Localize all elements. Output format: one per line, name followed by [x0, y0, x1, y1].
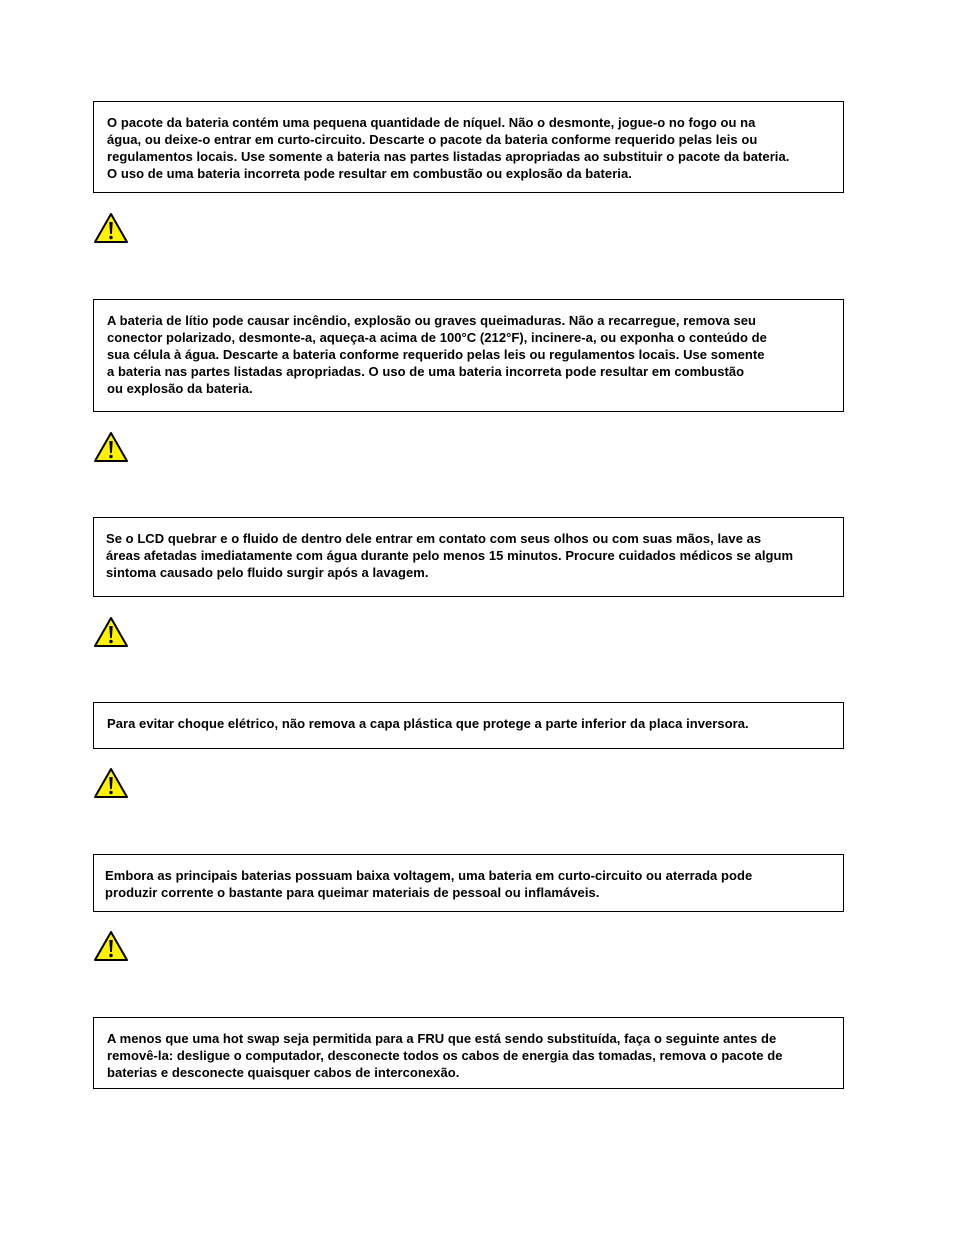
caution-triangle-icon: [93, 431, 129, 463]
notice-line: O pacote da bateria contém uma pequena quantidade de níquel. Não o desmonte, jogue-o no fogo ou na: [107, 115, 756, 130]
notice-line: Se o LCD quebrar e o fluido de dentro dele entrar em contato com seus olhos ou com suas mãos, lave as: [106, 531, 762, 546]
notice-lithium-battery: [93, 299, 844, 412]
notice-electric-shock: [93, 702, 844, 749]
notice-line: O uso de uma bateria incorreta pode resultar em combustão ou explosão da bateria.: [107, 166, 632, 181]
notice-line: removê-la: desligue o computador, desconecte todos os cabos de energia das tomadas, remova o pacote de: [107, 1048, 783, 1063]
notice-line: água, ou deixe-o entrar em curto-circuito. Descarte o pacote da bateria conforme requerido pelas leis ou: [107, 132, 758, 147]
notice-line: sua célula à água. Descarte a bateria conforme requerido pelas leis ou regulamentos locais. Use somente: [107, 347, 765, 362]
notice-line: regulamentos locais. Use somente a bateria nas partes listadas apropriadas ao substituir o pacote da bateria.: [107, 149, 790, 164]
notice-hot-swap: [93, 1017, 844, 1089]
caution-triangle-icon: [93, 616, 129, 648]
notice-line: a bateria nas partes listadas apropriadas. O uso de uma bateria incorreta pode resultar em combustão: [107, 364, 745, 379]
notice-line: conector polarizado, desmonte-a, aqueça-a acima de 100°C (212°F), incinere-a, ou exponha o conteúdo de: [107, 330, 767, 345]
notice-nickel-battery: [93, 101, 844, 193]
notice-line: Para evitar choque elétrico, não remova a capa plástica que protege a parte inferior da placa inversora.: [107, 716, 749, 731]
notice-line: ou explosão da bateria.: [107, 381, 253, 396]
notice-short-circuit: [93, 854, 844, 912]
notice-line: sintoma causado pelo fluido surgir após a lavagem.: [106, 565, 429, 580]
notice-lcd-fluid: [93, 517, 844, 597]
notice-line: produzir corrente o bastante para queimar materiais de pessoal ou inflamáveis.: [105, 885, 600, 900]
notice-line: baterias e desconecte quaisquer cabos de interconexão.: [107, 1065, 460, 1080]
caution-triangle-icon: [93, 930, 129, 962]
notice-line: A bateria de lítio pode causar incêndio, explosão ou graves queimaduras. Não a recarregue, remova seu: [107, 313, 757, 328]
caution-triangle-icon: [93, 767, 129, 799]
notice-line: áreas afetadas imediatamente com água durante pelo menos 15 minutos. Procure cuidados médicos se algum: [106, 548, 794, 563]
notice-line: A menos que uma hot swap seja permitida para a FRU que está sendo substituída, faça o seguinte antes de: [107, 1031, 777, 1046]
notice-line: Embora as principais baterias possuam baixa voltagem, uma bateria em curto-circuito ou aterrada pode: [105, 868, 753, 883]
caution-triangle-icon: [93, 212, 129, 244]
